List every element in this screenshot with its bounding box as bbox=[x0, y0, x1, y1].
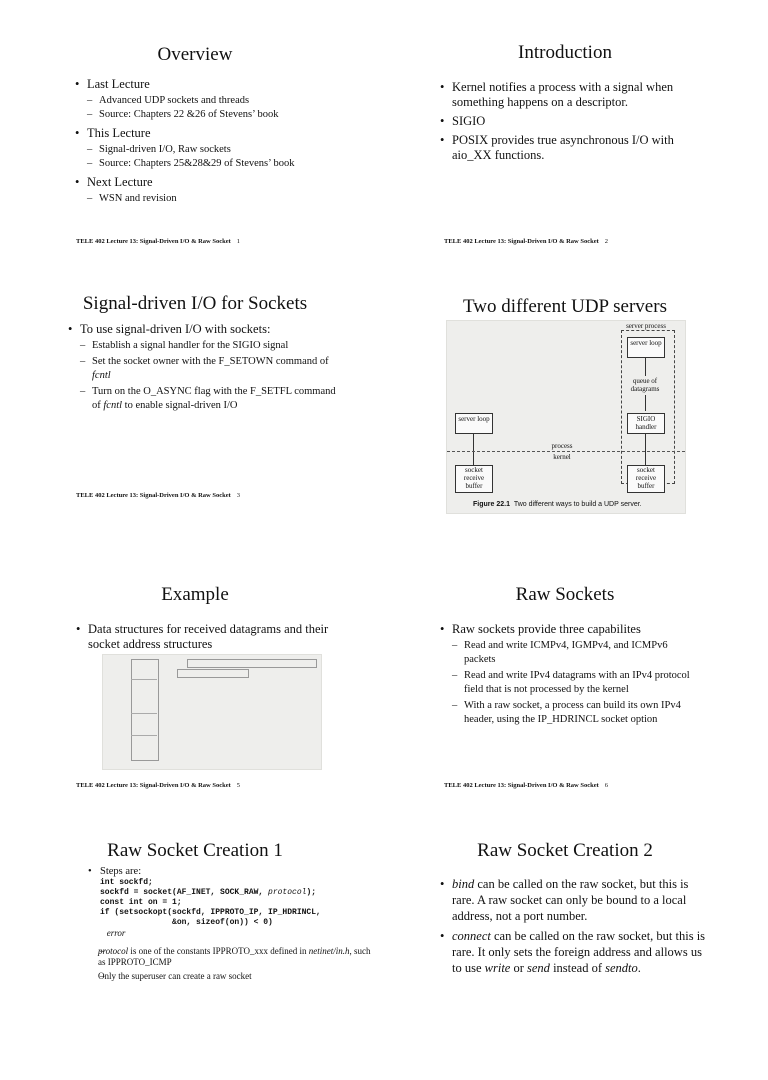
slide-footer: TELE 402 Lecture 13: Signal-Driven I/O & Raw Socket 1 bbox=[76, 238, 241, 245]
slide-title: Raw Sockets bbox=[515, 584, 615, 605]
bullet-list bbox=[66, 322, 336, 413]
sigio-handler-box: SIGIO handler bbox=[627, 413, 665, 434]
slide-title: Signal-driven I/O for Sockets bbox=[82, 293, 308, 314]
slide-footer: TELE 402 Lecture 13: Signal-Driven I/O & Raw Socket 2 bbox=[444, 238, 609, 245]
server-loop-box: server loop bbox=[627, 337, 665, 358]
server-process-label: server process bbox=[626, 322, 666, 330]
slide-raw-socket-creation-2 bbox=[380, 830, 750, 1080]
slide-introduction bbox=[380, 30, 750, 280]
datagram-structure-figure bbox=[102, 654, 322, 770]
figure-struct-box bbox=[187, 659, 317, 668]
bullet-list bbox=[74, 622, 336, 654]
list-item: • To use signal-driven I/O with sockets: bbox=[66, 322, 336, 337]
slide-footer: TELE 402 Lecture 13: Signal-Driven I/O & Raw Socket 5 bbox=[76, 782, 241, 789]
page-number: 3 bbox=[236, 492, 241, 499]
slide-overview bbox=[10, 30, 380, 280]
slide-title: Example bbox=[161, 584, 229, 605]
kernel-label: kernel bbox=[553, 453, 571, 461]
socket-receive-buffer-right: socket receive buffer bbox=[627, 465, 665, 493]
figure-divider bbox=[131, 735, 157, 736]
figure-struct-column bbox=[131, 659, 159, 761]
protocol-note: – protocol is one of the constants IPPROTO_xxx defined in netinet/in.h, such as IPPROTO_ICMP bbox=[86, 946, 371, 968]
process-label: process bbox=[551, 442, 573, 450]
slide-two-udp-servers bbox=[380, 290, 750, 540]
page-number: 5 bbox=[236, 782, 241, 789]
slide-raw-sockets bbox=[380, 580, 750, 830]
list-subitem: – Advanced UDP sockets and threads bbox=[73, 94, 373, 108]
list-item: • connect can be called on the raw socket, but this is rare. It only sets the foreign address and allows us to use write or send instead of sendto. bbox=[438, 928, 706, 976]
list-subitem: – WSN and revision bbox=[73, 192, 373, 206]
process-kernel-divider bbox=[447, 451, 685, 452]
superuser-note: – Only the superuser can create a raw socket bbox=[86, 971, 371, 982]
list-subitem: – Source: Chapters 22 &26 of Stevens’ book bbox=[73, 108, 373, 122]
page-number: 2 bbox=[604, 238, 609, 245]
slide-title: Two different UDP servers bbox=[463, 296, 667, 317]
slide-title: Raw Socket Creation 1 bbox=[107, 840, 283, 861]
code-block: int sockfd; sockfd = socket(AF_INET, SOCK_RAW, protocol); const int on = 1; if (setsockopt(sockfd, IPPROTO_IP, IP_HDRINCL, &on, sizeof(on)) < 0) error bbox=[100, 878, 321, 938]
bullet-list bbox=[438, 622, 696, 727]
bullet-list bbox=[438, 876, 706, 978]
slide-title: Introduction bbox=[518, 42, 612, 63]
left-server-loop-box: server loop bbox=[455, 413, 493, 434]
list-item: • This Lecture bbox=[73, 126, 373, 141]
udp-server-figure bbox=[446, 320, 686, 514]
figure-caption: Figure 22.1 Two different ways to build a UDP server. bbox=[473, 501, 642, 508]
figure-struct-box bbox=[177, 669, 249, 678]
figure-divider bbox=[131, 679, 157, 680]
list-subitem: – Source: Chapters 25&28&29 of Stevens’ book bbox=[73, 157, 373, 171]
steps-label: • Steps are: bbox=[86, 866, 371, 878]
list-item: • POSIX provides true asynchronous I/O with aio_XX functions. bbox=[438, 133, 696, 163]
list-item: • Last Lecture bbox=[73, 77, 373, 92]
slide-footer: TELE 402 Lecture 13: Signal-Driven I/O & Raw Socket 6 bbox=[444, 782, 609, 789]
list-item: • Raw sockets provide three capabilites bbox=[438, 622, 696, 637]
list-item: • bind can be called on the raw socket, but this is rare. A raw socket can only be bound to a local address, not a port number. bbox=[438, 876, 706, 924]
arrow-line bbox=[473, 433, 474, 465]
figure-divider bbox=[131, 713, 157, 714]
list-item: • Data structures for received datagrams and their socket address structures bbox=[74, 622, 336, 652]
page-number: 1 bbox=[236, 238, 241, 245]
list-subitem: – With a raw socket, a process can build its own IPv4 header, using the IP_HDRINCL socket option bbox=[438, 699, 696, 727]
arrow-line bbox=[645, 433, 646, 465]
arrow-line bbox=[645, 395, 646, 411]
bullet-list bbox=[438, 80, 696, 165]
slide-footer: TELE 402 Lecture 13: Signal-Driven I/O & Raw Socket 3 bbox=[76, 492, 241, 499]
slide-title: Overview bbox=[157, 44, 233, 65]
slide-raw-socket-creation-1 bbox=[10, 830, 380, 1080]
list-item: • Next Lecture bbox=[73, 175, 373, 190]
slide-signal-driven-io bbox=[10, 290, 380, 540]
list-subitem: – Turn on the O_ASYNC flag with the F_SETFL command of fcntl to enable signal-driven I/O bbox=[66, 385, 336, 413]
list-subitem: – Read and write IPv4 datagrams with an IPv4 protocol field that is not processed by the kernel bbox=[438, 669, 696, 697]
slide-title: Raw Socket Creation 2 bbox=[477, 840, 653, 861]
list-subitem: – Establish a signal handler for the SIGIO signal bbox=[66, 339, 336, 353]
list-subitem: – Signal-driven I/O, Raw sockets bbox=[73, 143, 373, 157]
queue-label: queue of datagrams bbox=[630, 377, 660, 393]
list-item: • SIGIO bbox=[438, 114, 696, 129]
bullet-list bbox=[73, 77, 373, 206]
page-number: 6 bbox=[604, 782, 609, 789]
slide-example bbox=[10, 580, 380, 830]
slide-body bbox=[86, 866, 371, 982]
arrow-line bbox=[645, 357, 646, 376]
socket-receive-buffer-left: socket receive buffer bbox=[455, 465, 493, 493]
list-item: • Kernel notifies a process with a signal when something happens on a descriptor. bbox=[438, 80, 696, 110]
list-subitem: – Set the socket owner with the F_SETOWN command of fcntl bbox=[66, 355, 336, 383]
list-subitem: – Read and write ICMPv4, IGMPv4, and ICMPv6 packets bbox=[438, 639, 696, 667]
